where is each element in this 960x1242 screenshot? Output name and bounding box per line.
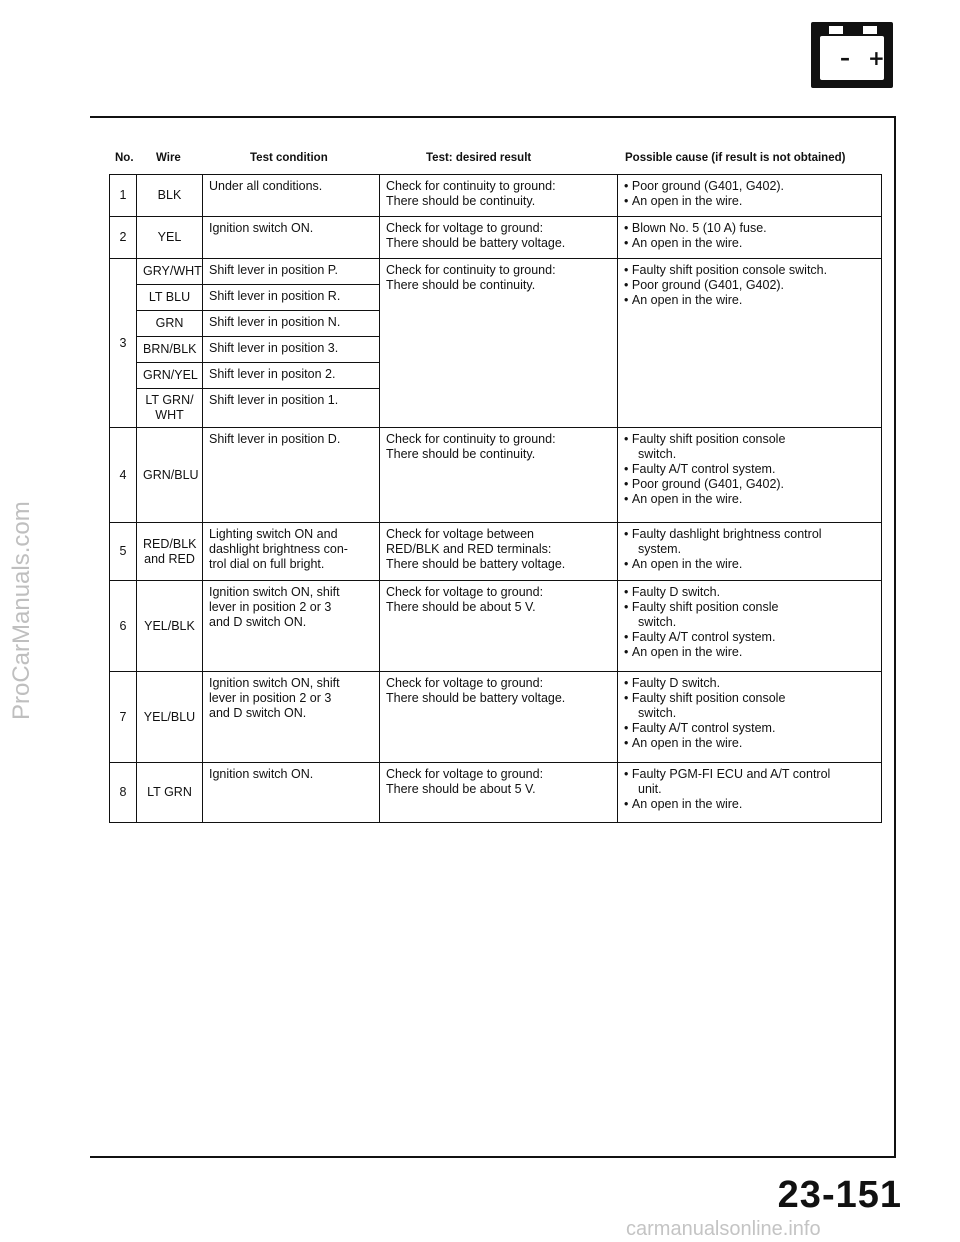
cause-item: • An open in the wire.	[624, 194, 875, 209]
wire-color: YEL/BLK	[137, 581, 203, 672]
battery-minus-symbol: –	[840, 46, 850, 70]
cause-item: • Poor ground (G401, G402).	[624, 477, 875, 492]
desired-result: Check for voltage to ground: There should be battery voltage.	[380, 217, 618, 259]
column-headers	[0, 152, 960, 170]
frame-right-rule	[894, 116, 896, 1158]
wire-color: LT GRN/ WHT	[137, 389, 203, 428]
possible-causes: • Faulty D switch. • Faulty shift position consle switch. • Faulty A/T control system. • An open in the wire.	[618, 581, 882, 672]
possible-causes	[618, 259, 882, 428]
cause-item: • Faulty shift position console switch.	[624, 263, 875, 278]
possible-causes	[618, 175, 882, 217]
table-row	[110, 217, 882, 259]
cause-item: • An open in the wire.	[624, 645, 875, 660]
cause-item: • An open in the wire.	[624, 736, 875, 751]
table-row	[110, 175, 882, 217]
battery-body	[820, 36, 884, 80]
desired-result: Check for voltage to ground: There should be battery voltage.	[380, 672, 618, 763]
test-condition: Ignition switch ON.	[203, 763, 380, 823]
test-condition: Shift lever in position D.	[203, 428, 380, 523]
wire-color: RED/BLK and RED	[137, 523, 203, 581]
wire-color: LT GRN	[137, 763, 203, 823]
desired-result: Check for voltage to ground: There should be about 5 V.	[380, 581, 618, 672]
desired-result: Check for continuity to ground: There should be continuity.	[380, 259, 618, 428]
desired-result: Check for voltage between RED/BLK and RED terminals: There should be battery voltage.	[380, 523, 618, 581]
col-header-possible-cause: Possible cause (if result is not obtained)	[625, 152, 846, 164]
cause-item: • Faulty A/T control system.	[624, 721, 875, 736]
wire-color: BLK	[137, 175, 203, 217]
cause-item: • An open in the wire.	[624, 492, 875, 507]
test-condition: Lighting switch ON and dashlight brightness con- trol dial on full bright.	[203, 523, 380, 581]
cause-item: • Blown No. 5 (10 A) fuse.	[624, 221, 875, 236]
row-number: 1	[110, 175, 137, 217]
desired-result: Check for continuity to ground: There should be continuity.	[380, 175, 618, 217]
test-condition: Shift lever in position R.	[203, 285, 380, 311]
row-number: 4	[110, 428, 137, 523]
battery-plus-symbol: +	[868, 46, 885, 70]
row-number: 2	[110, 217, 137, 259]
battery-terminal-left	[829, 26, 843, 34]
wire-color: YEL	[137, 217, 203, 259]
cause-item: • An open in the wire.	[624, 236, 875, 251]
row-number: 3	[110, 259, 137, 428]
test-condition: Shift lever in position 1.	[203, 389, 380, 428]
wire-color: GRN	[137, 311, 203, 337]
desired-result: Check for continuity to ground: There should be continuity.	[380, 428, 618, 523]
table-row	[110, 259, 882, 285]
battery-icon	[811, 22, 893, 88]
cause-item: • Poor ground (G401, G402).	[624, 179, 875, 194]
wire-color: GRN/BLU	[137, 428, 203, 523]
cause-item: • Faulty D switch.	[624, 676, 875, 691]
cause-item: • An open in the wire.	[624, 557, 875, 572]
col-header-desired-result: Test: desired result	[426, 152, 532, 164]
test-condition: Shift lever in positon 2.	[203, 363, 380, 389]
test-condition: Under all conditions.	[203, 175, 380, 217]
side-watermark: ProCarManuals.com	[8, 501, 35, 720]
row-number: 7	[110, 672, 137, 763]
bottom-watermark: carmanualsonline.info	[626, 1218, 821, 1240]
frame-top-rule	[90, 116, 896, 118]
wire-color: GRN/YEL	[137, 363, 203, 389]
table-row	[110, 523, 882, 581]
wire-color: GRY/WHT	[137, 259, 203, 285]
cause-item: • Faulty D switch.	[624, 585, 875, 600]
wire-color: YEL/BLU	[137, 672, 203, 763]
possible-causes: • Faulty dashlight brightness control system. • An open in the wire.	[618, 523, 882, 581]
test-condition: Ignition switch ON.	[203, 217, 380, 259]
cause-item: • Faulty dashlight brightness control	[624, 527, 875, 542]
desired-result: Check for voltage to ground: There should be about 5 V.	[380, 763, 618, 823]
page-number: 23-151	[777, 1174, 902, 1216]
cause-item: • An open in the wire.	[624, 797, 875, 812]
row-number: 5	[110, 523, 137, 581]
cause-item: • Faulty shift position console	[624, 432, 875, 447]
table-row	[110, 581, 882, 672]
col-header-wire: Wire	[156, 152, 181, 164]
possible-causes: • Faulty shift position console switch. • Faulty A/T control system. • Poor ground (G401, G402). • An open in the wire.	[618, 428, 882, 523]
table-row	[110, 672, 882, 763]
cause-item: • Faulty A/T control system.	[624, 462, 875, 477]
battery-terminal-right	[863, 26, 877, 34]
cause-item: • Faulty A/T control system.	[624, 630, 875, 645]
cause-item: • An open in the wire.	[624, 293, 875, 308]
col-header-test-condition: Test condition	[250, 152, 328, 164]
test-condition: Shift lever in position 3.	[203, 337, 380, 363]
possible-causes: • Faulty PGM-FI ECU and A/T control unit. • An open in the wire.	[618, 763, 882, 823]
table-row	[110, 763, 882, 823]
cause-item: • Poor ground (G401, G402).	[624, 278, 875, 293]
test-condition: Shift lever in position P.	[203, 259, 380, 285]
test-condition: Ignition switch ON, shift lever in position 2 or 3 and D switch ON.	[203, 672, 380, 763]
row-number: 8	[110, 763, 137, 823]
row-number: 6	[110, 581, 137, 672]
test-condition: Ignition switch ON, shift lever in position 2 or 3 and D switch ON.	[203, 581, 380, 672]
cause-item: • Faulty shift position console	[624, 691, 875, 706]
wire-color: LT BLU	[137, 285, 203, 311]
wire-color: BRN/BLK	[137, 337, 203, 363]
col-header-no: No.	[115, 152, 134, 164]
table-row	[110, 428, 882, 523]
cause-item: • Faulty PGM-FI ECU and A/T control	[624, 767, 875, 782]
frame-bottom-rule	[90, 1156, 896, 1158]
cause-item: • Faulty shift position consle	[624, 600, 875, 615]
test-condition: Shift lever in position N.	[203, 311, 380, 337]
possible-causes: • Faulty D switch. • Faulty shift position console switch. • Faulty A/T control system. • An open in the wire.	[618, 672, 882, 763]
diagnosis-table	[109, 174, 882, 823]
possible-causes	[618, 217, 882, 259]
